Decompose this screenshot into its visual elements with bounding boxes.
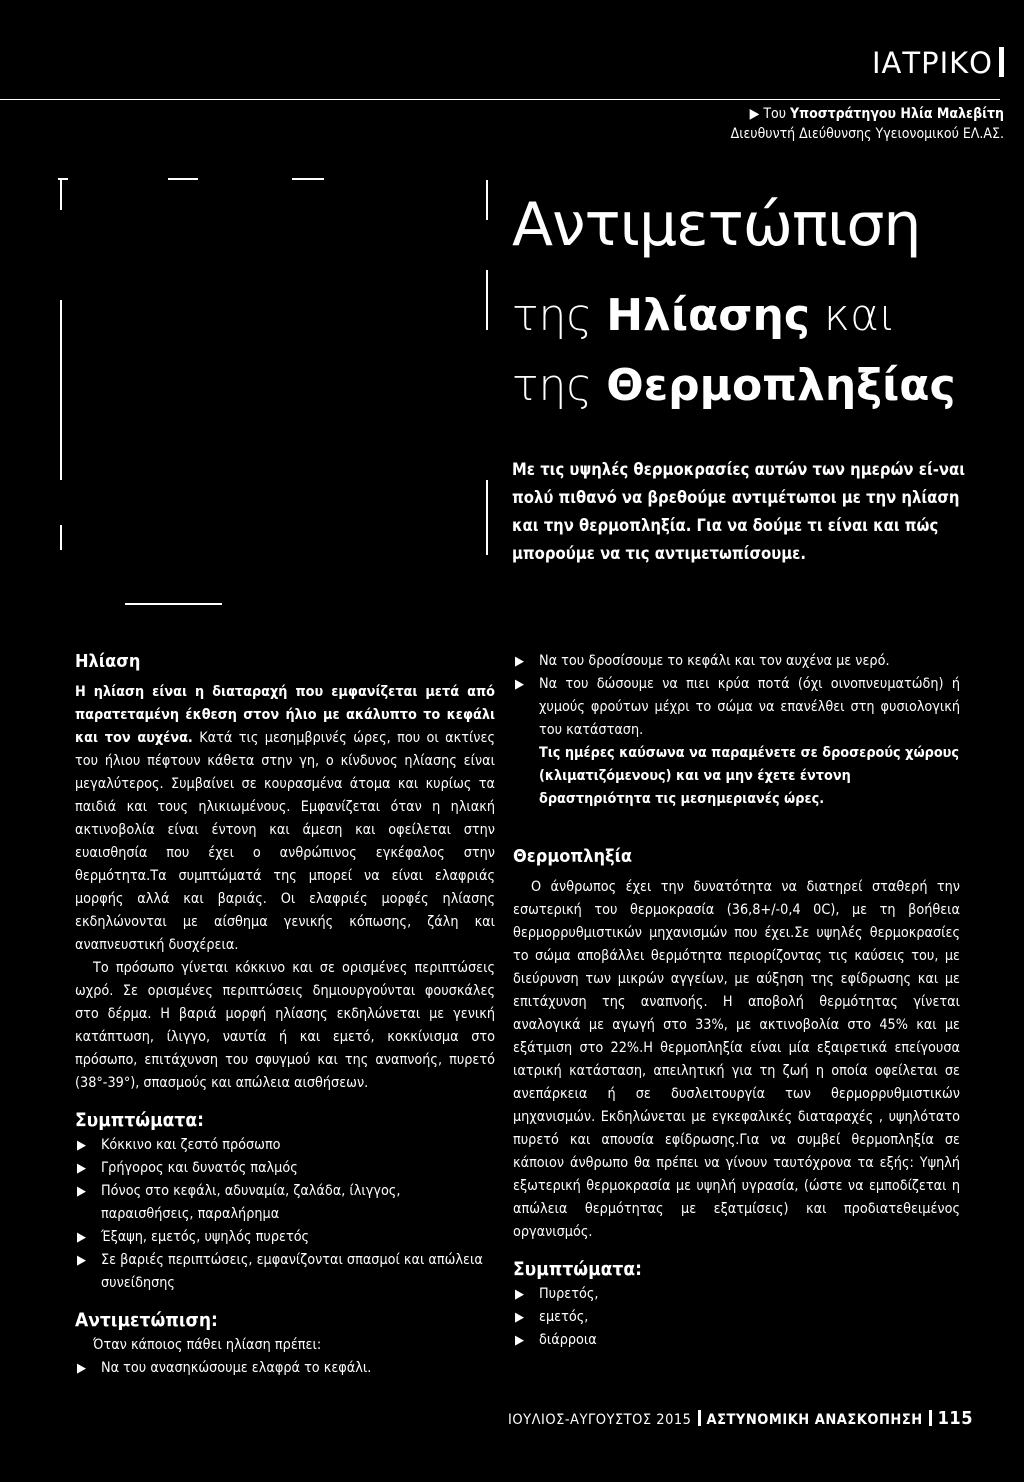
lead-paragraph: Με τις υψηλές θερμοκρασίες αυτών των ημερών εί-ναι πολύ πιθανό να βρεθούμε αντιμέτωποι με την ηλίαση και την θερμοπληξία. Για να δούμε τι είναι και πώς μπορούμε να τις αντιμετωπίσουμε. (512, 460, 966, 563)
section-name: ΙΑΤΡΙΚΟ (872, 46, 993, 80)
symptoms-heading: Συμπτώματα: (513, 1258, 642, 1280)
list-item: ▶ Κόκκινο και ζεστό πρόσωπο (75, 1134, 495, 1157)
frame-line (60, 525, 62, 550)
frame-line (486, 480, 488, 555)
heatstroke-body: Ο άνθρωπος έχει την δυνατότητα να διατηρεί σταθερή την εσωτερική του θερμοκρασία (36,8+/-0,4 0C), με τη βοήθεια θερμορρυθμιστικών μηχανισμών που έχει.Σε υψηλές θερμοκρασίες το σώμα αποβάλλει θερμότητα περιορίζοντας τις καύσεις του, με διεύρυνση των μικρών αγγείων, με αύξηση της εφίδρωσης και με επιτάχυνση της αναπνοής. Η αποβολή θερμότητας γίνεται αναλογικά με αγωγή στο 33%, με ακτινοβολία στο 45% και με εξάτμιση στο 22%.Η θερμοπληξία είναι μία εξαιρετικά επείγουσα ιατρική κατάσταση, απειλητική για τη ζωή η οποία οφείλεται σε ανεπάρκεια ή σε δυσλειτουργία των θερμορρυθμιστικών μηχανισμών. Εκδηλώνεται με εγκεφαλικές διαταραχές , υψηλότατο πυρετό και απουσία εφίδρωσης.Για να συμβεί θερμοπληξία σε κάποιον άνθρωπο θα πρέπει να γίνουν ταυτόχρονα τα εξής: Υψηλή εξωτερική θερμοκρασία με υψηλή υγρασία, (ώστε να εμποδίζεται η απώλεια θερμότητας με εξατμίσεις) και προδιατεθειμένος οργανισμός. (513, 879, 960, 1240)
frame-line (60, 300, 62, 480)
triangle-bullet-icon: ▶ (749, 106, 760, 122)
list-item: ▶ Πυρετός, (513, 1283, 960, 1306)
heliasis-intro-text: Κατά τις μεσημβρινές ώρες, που οι ακτίνες του ήλιου πέφτουν κάθετα στην γη, ο κίνδυνος ηλίασης είναι μεγαλύτερος. Συμβαίνει σε κουρασμένα άτομα και κυρίως τα παιδιά και τους ηλικιωμένους. Εμφανίζεται όταν η ηλιακή ακτινοβολία είναι έντονη και άμεση και οφείλεται στην ευαισθησία που έχει ο ανθρώπινος εγκέφαλος στην θερμότητα.Τα συμπτώματά της μπορεί να είναι ελαφριάς μορφής αλλά και βαριάς. Οι ελαφριές μορφές ηλίασης εκδηλώνονται με αίσθημα γενικής κόπωσης, ζάλη και αναπνευστική δυσχέρεια. (75, 730, 495, 953)
section-label (872, 46, 1004, 80)
issue-date: ΙΟΥΛΙΟΣ-ΑΥΓΟΥΣΤΟΣ 2015 (508, 1412, 692, 1428)
list-item: ▶ Πόνος στο κεφάλι, αδυναμία, ζαλάδα, ίλιγγος, παραισθήσεις, παραλήρημα (75, 1180, 495, 1226)
title-line-1: Αντιμετώπιση (512, 190, 921, 260)
page-footer (508, 1408, 973, 1429)
heliasis-paragraph-2: Το πρόσωπο γίνεται κόκκινο και σε ορισμένες περιπτώσεις ωχρό. Σε ορισμένες περιπτώσεις δημιουργούνται φουσκάλες στο δέρμα. Η βαριά μορφή ηλίασης εκδηλώνεται με γενική κατάπτωση, ίλιγγο, ναυτία ή και εμετό, κοκκίνισμα στο πρόσωπο, επιτάχυνση του σφυγμού και της αναπνοής, πυρετό (38°-39°), σπασμούς και απώλεια αισθήσεων. (75, 960, 495, 1091)
magazine-name: ΑΣΤΥΝΟΜΙΚΗ ΑΝΑΣΚΟΠΗΣΗ (706, 1412, 923, 1428)
heliasis-heading: Ηλίαση (75, 651, 141, 672)
author-name: Υποστράτηγου Ηλία Μαλεβίτη (790, 106, 1004, 122)
frame-line (60, 180, 62, 210)
list-item: ▶ Να του δροσίσουμε το κεφάλι και τον αυχένα με νερό. (513, 650, 960, 673)
title-line-2 (512, 290, 896, 341)
frame-line (168, 178, 198, 180)
frame-line (125, 603, 222, 605)
title-word: της (512, 360, 607, 411)
title-word: και (809, 290, 897, 341)
right-column (513, 650, 960, 1352)
footer-separator (929, 1410, 932, 1426)
title-line-3 (512, 360, 956, 411)
list-item: ▶ εμετός, (513, 1306, 960, 1329)
author-block (731, 104, 1004, 144)
title-word-bold: Θερμοπληξίας (606, 360, 956, 411)
heliasis-intro (75, 681, 495, 957)
frame-line (486, 180, 488, 220)
page-number: 115 (937, 1408, 973, 1429)
list-item: ▶ Να του δώσουμε να πιει κρύα ποτά (όχι οινοπνευματώδη) ή χυμούς φρούτων μέχρι το σώμα να επανέλθει στη φυσιολογική του κατάσταση. (513, 673, 960, 742)
treatment-intro: Όταν κάποιος πάθει ηλίαση πρέπει: (93, 1337, 322, 1353)
list-item: ▶ διάρροια (513, 1329, 960, 1352)
symptoms-list (75, 1134, 495, 1295)
heatwave-advice: Τις ημέρες καύσωνα να παραμένετε σε δροσερούς χώρους (κλιματιζόμενους) και να μην έχετε έντονη δραστηριότητα τις μεσημεριανές ώρες. (539, 745, 959, 807)
list-item: ▶ Να του ανασηκώσουμε ελαφρά το κεφάλι. (75, 1357, 495, 1380)
frame-line (292, 178, 324, 180)
heatstroke-heading: Θερμοπληξία (513, 846, 633, 867)
title-word: της (512, 290, 607, 341)
list-item: ▶ Έξαψη, εμετός, υψηλός πυρετός (75, 1226, 495, 1249)
treatment-heading: Αντιμετώπιση: (75, 1309, 218, 1331)
author-prefix: Του (763, 106, 791, 122)
frame-line (486, 270, 488, 330)
symptoms-list (513, 1283, 960, 1352)
treatment-list-continued (513, 650, 960, 742)
author-name-line (731, 104, 1004, 124)
symptoms-heading: Συμπτώματα: (75, 1109, 204, 1131)
top-rule (0, 99, 1000, 100)
title-word-bold: Ηλίασης (606, 290, 810, 341)
section-bar (999, 47, 1004, 77)
footer-separator (698, 1410, 701, 1426)
list-item: ▶ Σε βαριές περιπτώσεις, εμφανίζονται σπασμοί και απώλεια συνείδησης (75, 1249, 495, 1295)
left-column (75, 650, 495, 1380)
treatment-list (75, 1357, 495, 1380)
heliasis-intro-bold: Η ηλίαση είναι η διαταραχή που εμφανίζεται μετά από παρατεταμένη έκθεση στον ήλιο με ακάλυπτο το κεφάλι και τον αυχένα. (75, 684, 495, 746)
list-item: ▶ Γρήγορος και δυνατός παλμός (75, 1157, 495, 1180)
author-role: Διευθυντή Διεύθυνσης Υγειονομικού ΕΛ.ΑΣ. (730, 126, 1004, 142)
